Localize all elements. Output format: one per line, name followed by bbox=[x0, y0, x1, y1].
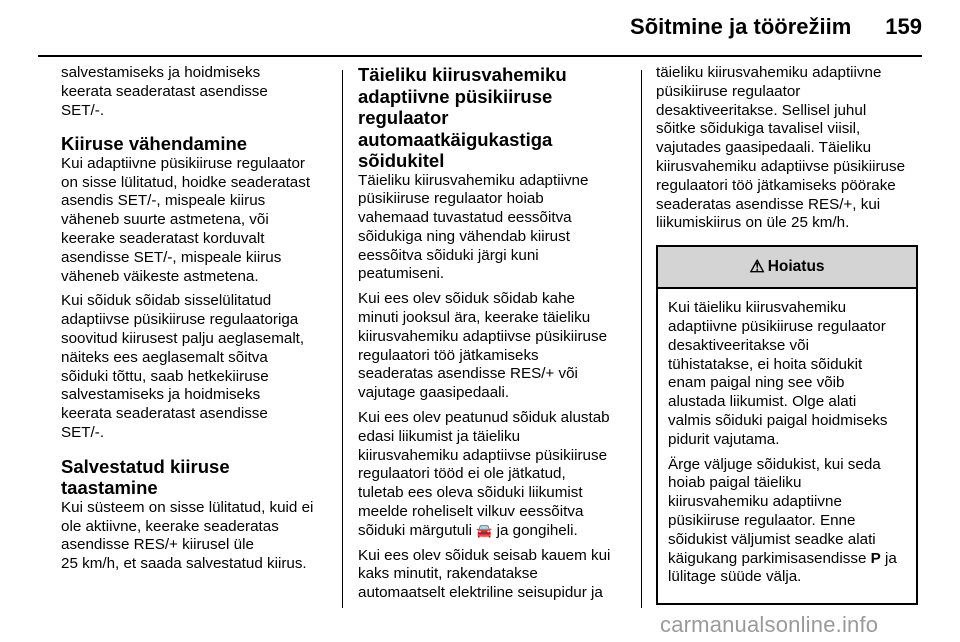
paragraph: Ärge väljuge sõidukist, kui seda hoiab paigal täieliku kiirusvahemiku adaptiivne püsikiiruse regulaator. Enne sõidukist väljumist seadke alati käigukang parkimisasendisse P ja lülitage süüde välja. bbox=[668, 455, 897, 586]
column-2 bbox=[358, 64, 630, 609]
column-divider bbox=[342, 70, 343, 608]
paragraph: Kui ees olev peatunud sõiduk alustab edasi liikumist ja täieliku kiirusvahemiku adaptiivse püsikiiruse regulaatori tööd ei ole jätkatud, tuletab ees oleva sõiduki liikumist meelde roheliselt vilkuv eessõitva sõiduki märgutuli 🚘 ja gongiheli. bbox=[358, 409, 610, 539]
paragraph: Kui adaptiivne püsikiiruse regulaator on sisse lülitatud, hoidke seaderatast asendis SET/-, mispeale kiirus väheneb suurte astmetena, või keerake seaderatast korduvalt asendisse SET/-, mispeale kiirus väheneb väikeste astmetena. bbox=[61, 154, 311, 285]
warning-title: Hoiatus bbox=[767, 257, 825, 275]
column-divider bbox=[641, 70, 642, 608]
section-heading-full-range-acc: Täieliku kiirusvahemiku adaptiivne püsikiiruse regulaator automaatkäigukastiga sõidukitel bbox=[358, 64, 567, 171]
paragraph: Kui süsteem on sisse lülitatud, kuid ei ole aktiivne, keerake seaderatas asendisse RES/+ kiirusel üle 25 km/h, et saada salvestatud kiirus. bbox=[61, 498, 314, 573]
paragraph: Kui täieliku kiirusvahemiku adaptiivne püsikiiruse regulaator desaktiveeritakse või tühistatakse, ei hoita sõidukit enam paigal ning see võib alustada liikumist. Olge alati valmis sõiduki paigal hoidmiseks pidurit vajutama. bbox=[668, 299, 888, 448]
page-title: Sõitmine ja töörežiim bbox=[630, 14, 852, 39]
column-3 bbox=[656, 64, 922, 605]
column-1 bbox=[61, 64, 329, 580]
paragraph: Kui ees olev sõiduk sõidab kahe minuti jooksul ära, keerake täieliku kiirusvahemiku adaptiivse püsikiiruse regulaatori töö jätkamiseks seaderatas asendisse RES/+ või vajutage gaasipedaali. bbox=[358, 290, 608, 402]
warning-body bbox=[658, 289, 916, 603]
warning-box bbox=[656, 245, 918, 605]
page-number: 159 bbox=[885, 14, 922, 39]
warning-header bbox=[658, 247, 916, 289]
vehicle-ahead-indicator-icon: 🚘 bbox=[476, 522, 493, 538]
section-heading-restore-speed: Salvestatud kiiruse taastamine bbox=[61, 455, 230, 499]
warning-triangle-icon: ⚠ bbox=[749, 256, 765, 276]
watermark: carmanualsonline.info bbox=[660, 612, 879, 637]
paragraph: Täieliku kiirusvahemiku adaptiivne püsikiiruse regulaator hoiab vahemaad tuvastatud eessõitva sõidukiga ning vähendab kiirust eessõitva sõiduki järgi kuni peatumiseni. bbox=[358, 171, 589, 283]
section-heading-speed-reduction: Kiiruse vähendamine bbox=[61, 133, 248, 155]
paragraph: täieliku kiirusvahemiku adaptiivne püsikiiruse regulaator desaktiveeritakse. Sellisel juhul sõitke sõidukiga tavalisel viisil, vajutades gaasipedaali. Täieliku kiirusvahemiku adaptiivse püsikiiruse regulaatori töö jätkamiseks pöörake seaderatas asendisse RES/+, kui liikumiskiirus on üle 25 km/h. bbox=[656, 64, 906, 232]
header-rule bbox=[38, 55, 922, 57]
paragraph: Kui ees olev sõiduk seisab kauem kui kaks minutit, rakendatakse automaatselt elektriline seisupidur ja bbox=[358, 546, 611, 602]
page-header bbox=[630, 14, 922, 40]
paragraph: Kui sõiduk sõidab sisselülitatud adaptiivse püsikiiruse regulaatoriga soovitud kiirusest palju aeglasemalt, näiteks ees aeglasemalt sõitva sõiduki tõttu, saab hetkekiiruse salvestamiseks ja hoidmiseks keerata seaderatast asendisse SET/-. bbox=[61, 292, 305, 442]
paragraph: salvestamiseks ja hoidmiseks keerata seaderatast asendisse SET/-. bbox=[61, 64, 268, 119]
